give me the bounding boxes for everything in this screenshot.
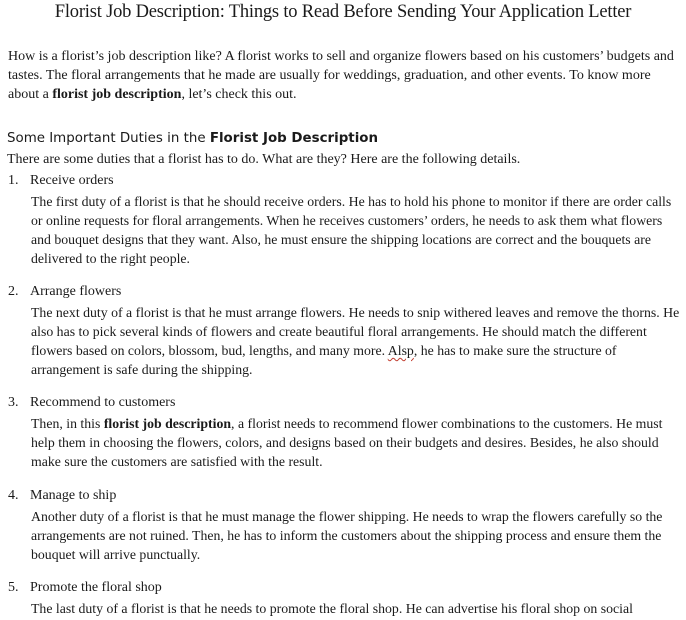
duty-text: The next duty of a florist is that he must arrange flowers. He needs to snip withered leaves and remove the thorns. He also has to pick several kinds of flowers and create beautiful floral arrangements. He should match the different flowers based on colors, blossom, bud, lengths, and many more.: [31, 305, 680, 358]
duty-description: The first duty of a florist is that he should receive orders. He has to hold his phone to monitor if there are order calls or online requests for floral arrangements. When he receives customers’ orders, he needs to ask them what flowers and bouquet designs that they want. Also, he must ensure the shipping locations are correct and the bouquets are delivered to the right people.: [31, 194, 672, 266]
intro-text-start: How is a florist’s job description like? A florist works to sell and organize flowers based on his customers’ budgets and tastes. The floral arrangements that he made are usually for weddings, graduation, and other events. To know more about a: [8, 49, 674, 102]
page-title: Florist Job Description: Things to Read Before Sending Your Application Letter: [54, 2, 632, 22]
duty-description: Another duty of a florist is that he must manage the flower shipping. He needs to wrap the flowers carefully so the arrangements are not ruined. Then, he has to inform the customers about the shipping process and ensure them the bouquet will arrive punctually.: [31, 509, 663, 562]
duty-text: Then, in this: [31, 416, 104, 431]
duty-heading: [8, 171, 114, 190]
duty-number: 4.: [8, 488, 19, 503]
section-heading-keyword: Florist Job Description: [209, 131, 379, 146]
duty-description: The last duty of a florist is that he needs to promote the floral shop. He can advertise his floral shop on social: [31, 601, 633, 616]
duty-description: [31, 303, 681, 379]
duty-heading: [8, 486, 116, 505]
misspelled-word[interactable]: Alsp: [387, 343, 414, 358]
duty-title: Arrange flowers: [30, 284, 122, 299]
duty-title: Promote the floral shop: [30, 580, 162, 595]
duty-title: Manage to ship: [30, 488, 117, 503]
duty-number: 2.: [8, 284, 19, 299]
duty-text: , he has to make sure the structure of arrangement is safe during the shipping.: [31, 343, 617, 377]
duty-keyword: florist job description: [103, 416, 232, 431]
duty-heading: [8, 393, 175, 412]
duty-description: [31, 414, 681, 471]
section-heading-prefix: Some Important Duties in the: [7, 131, 210, 146]
section-intro: There are some duties that a florist has to do. What are they? Here are the following details.: [7, 152, 521, 167]
duty-number: 3.: [8, 395, 19, 410]
duty-heading: [8, 578, 162, 597]
duty-number: 5.: [8, 580, 19, 595]
duty-heading: [8, 282, 121, 301]
duty-title: Recommend to customers: [30, 395, 176, 410]
duty-title: Receive orders: [30, 173, 114, 188]
duty-text: , a florist needs to recommend flower combinations to the customers. He must help them in choosing the flowers, colors, and designs based on their budgets and desires. Besides, he also should make sure the customers are satisfied with the result.: [31, 416, 663, 469]
duty-number: 1.: [8, 173, 19, 188]
intro-text-end: , let’s check this out.: [181, 87, 297, 102]
intro-keyword: florist job description: [52, 87, 182, 102]
